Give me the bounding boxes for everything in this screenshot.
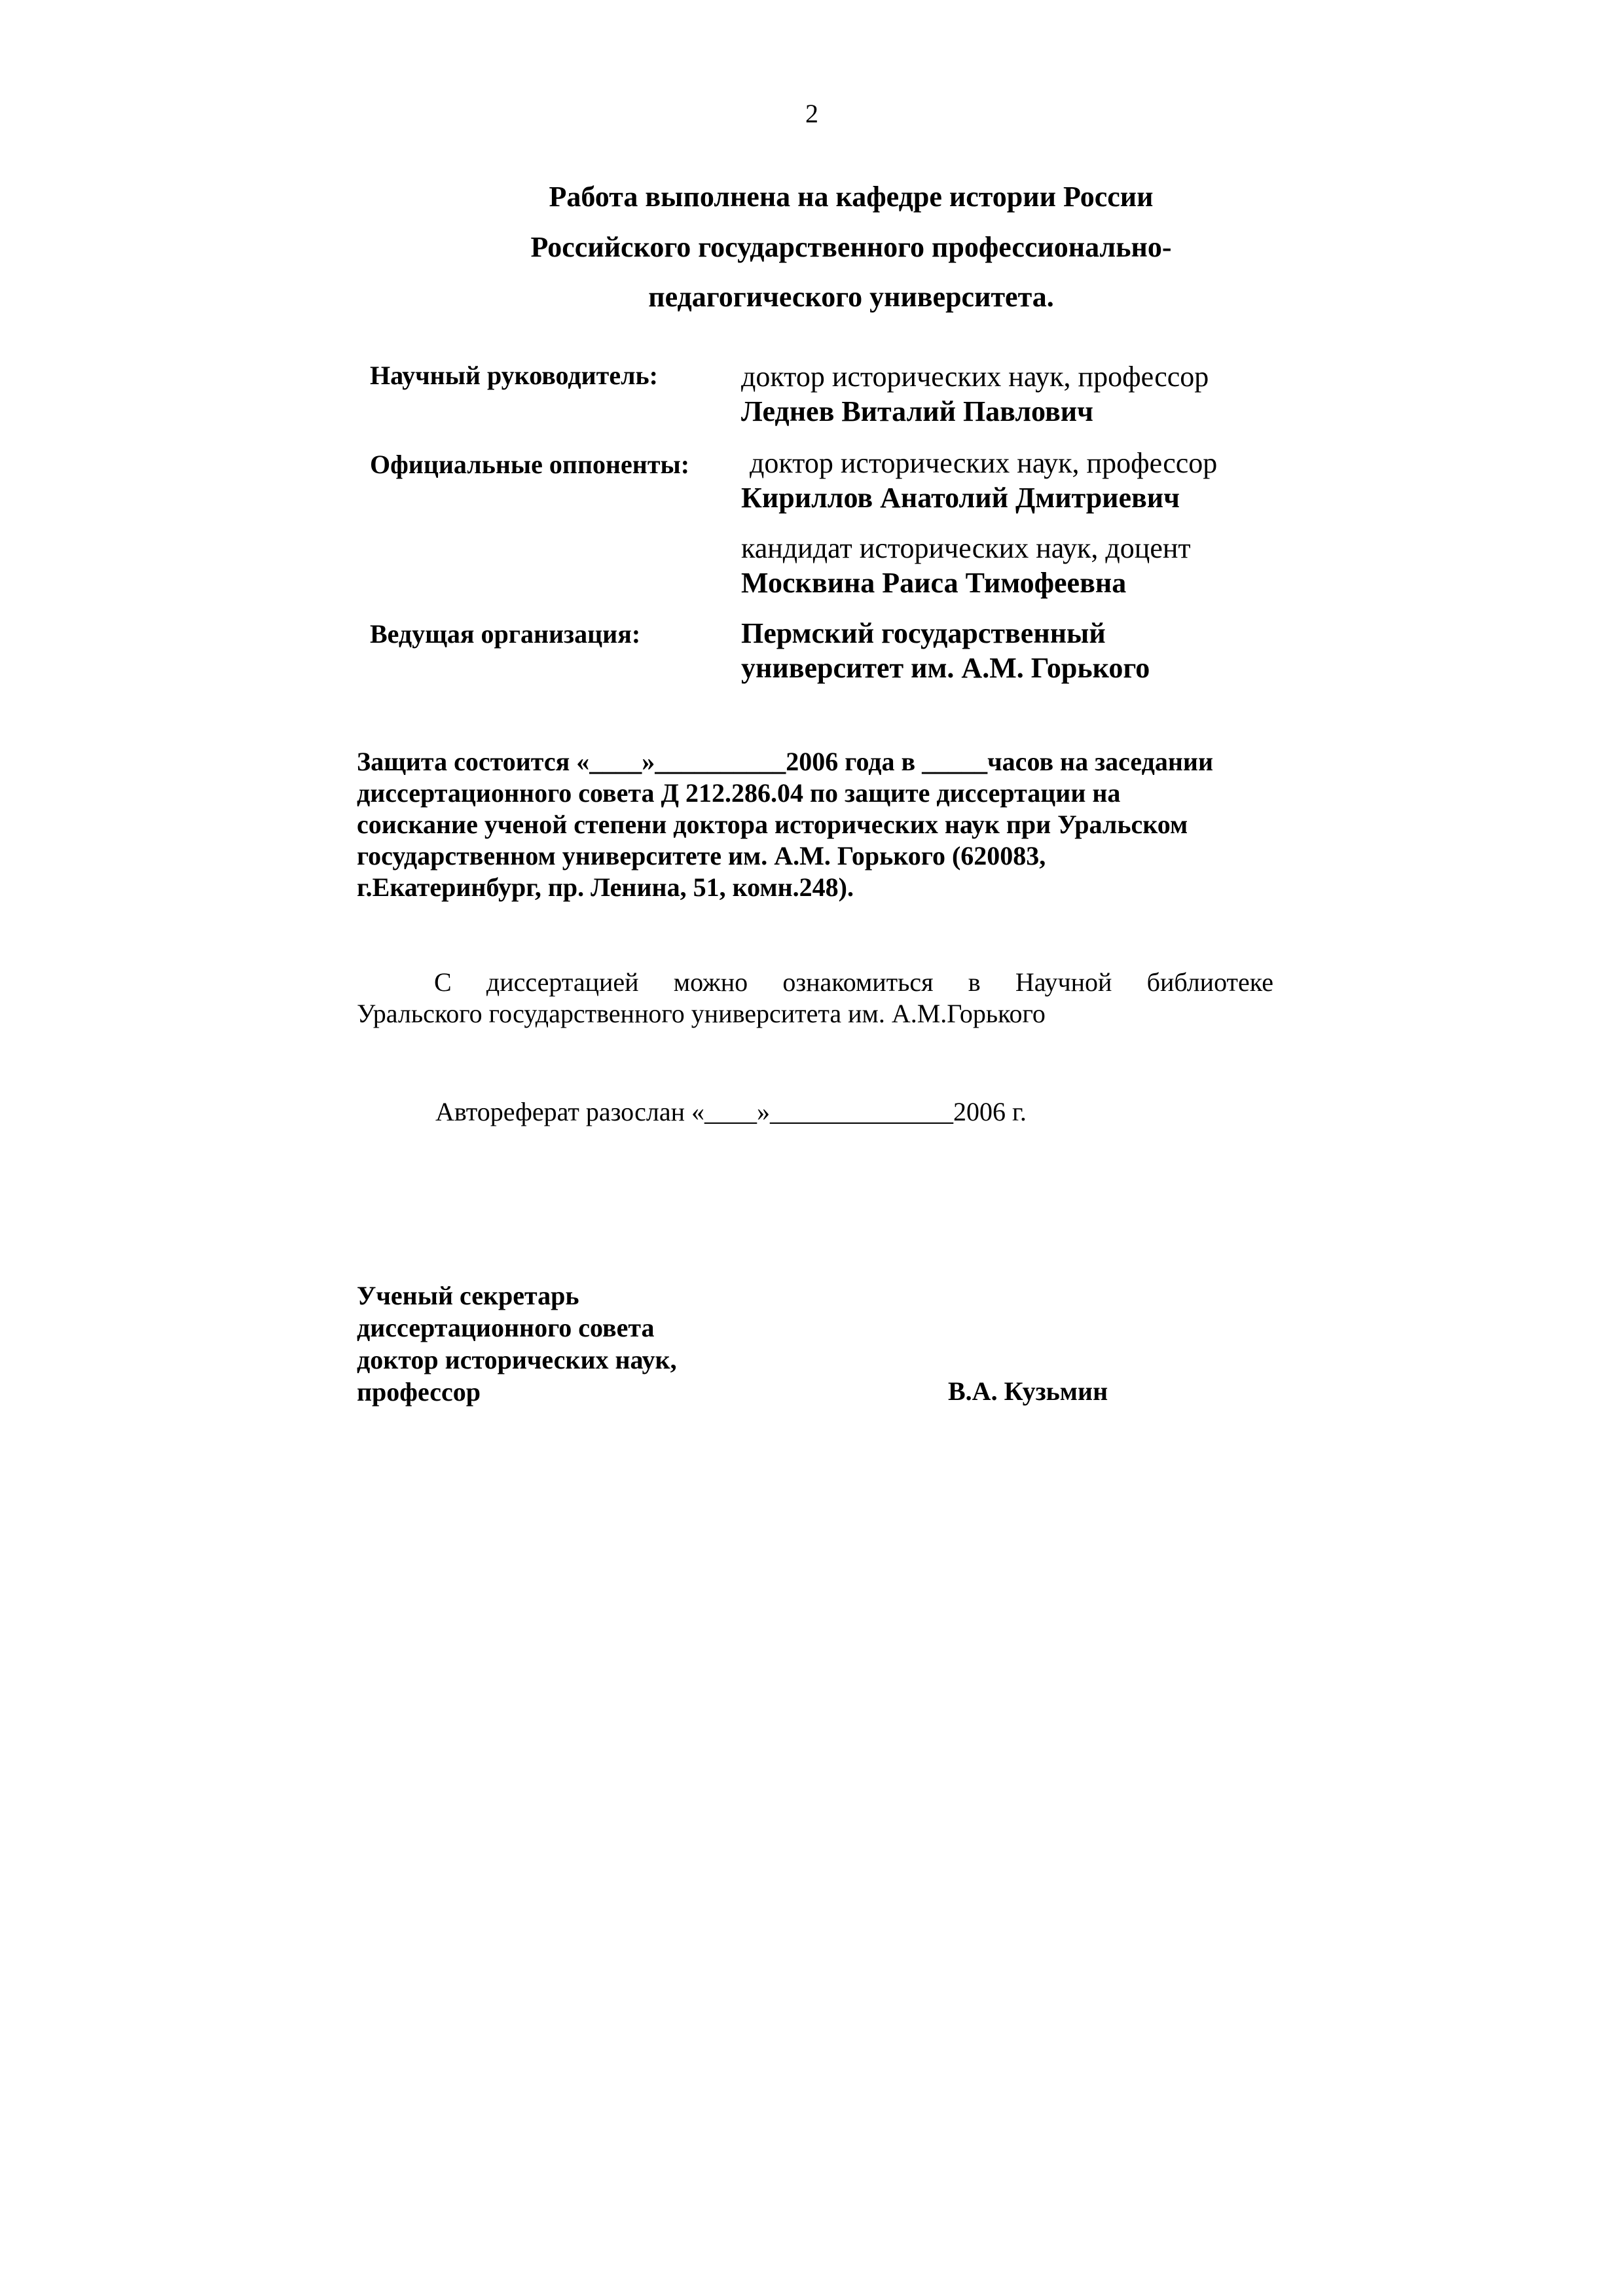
header-line-3: педагогического университета. [648,281,1054,313]
library-paragraph [357,967,1273,1030]
header-line-1: Работа выполнена на кафедре истории России [549,181,1154,213]
defense-line-3: соискание ученой степени доктора исторических наук при Уральском [357,810,1188,839]
defense-line-1: Защита состоится «____»__________2006 года в _____часов на заседании [357,747,1214,776]
opponents-label: Официальные оппоненты: [370,450,690,479]
secretary-line-1: Ученый секретарь [357,1281,579,1310]
defense-paragraph [357,746,1286,903]
library-line-1 [357,967,1273,998]
defense-line-2: диссертационного совета Д 212.286.04 по защите диссертации на [357,778,1121,808]
library-word: библиотеке [1146,967,1273,997]
secretary-line-4: профессор [357,1377,481,1407]
library-word: Научной [1015,967,1112,997]
abstract-sent-line: Автореферат разослан «____»______________2006 г. [435,1097,1027,1126]
secretary-line-2: диссертационного совета [357,1313,655,1342]
secretary-line-3: доктор исторических наук, [357,1345,677,1374]
secretary-block [357,1280,677,1408]
defense-line-5: г.Екатеринбург, пр. Ленина, 51, комн.248). [357,872,854,902]
opponent-2-name: Москвина Раиса Тимофеевна [741,567,1127,599]
library-word: можно [673,967,748,997]
opponent-2-title: кандидат исторических наук, доцент [741,532,1191,564]
header-line-2: Российского государственного профессионально- [530,231,1172,263]
opponent-1-title: доктор исторических наук, профессор [750,447,1218,479]
supervisor-name: Леднев Виталий Павлович [741,395,1093,427]
leading-org-name-line-2: университет им. А.М. Горького [741,652,1150,684]
page-number: 2 [805,99,818,128]
library-word: диссертацией [486,967,639,997]
opponent-1-name: Кириллов Анатолий Дмитриевич [741,482,1180,514]
library-word: С [434,967,452,997]
library-line-2: Уральского государственного университета им. А.М.Горького [357,999,1046,1028]
supervisor-title: доктор исторических наук, профессор [741,361,1209,393]
leading-org-label: Ведущая организация: [370,619,641,649]
library-word: ознакомиться [782,967,934,997]
library-word: в [968,967,981,997]
defense-line-4: государственном университете им. А.М. Горького (620083, [357,841,1046,870]
supervisor-label: Научный руководитель: [370,361,658,390]
leading-org-name-line-1: Пермский государственный [741,617,1106,649]
secretary-signer: В.А. Кузьмин [948,1376,1108,1406]
